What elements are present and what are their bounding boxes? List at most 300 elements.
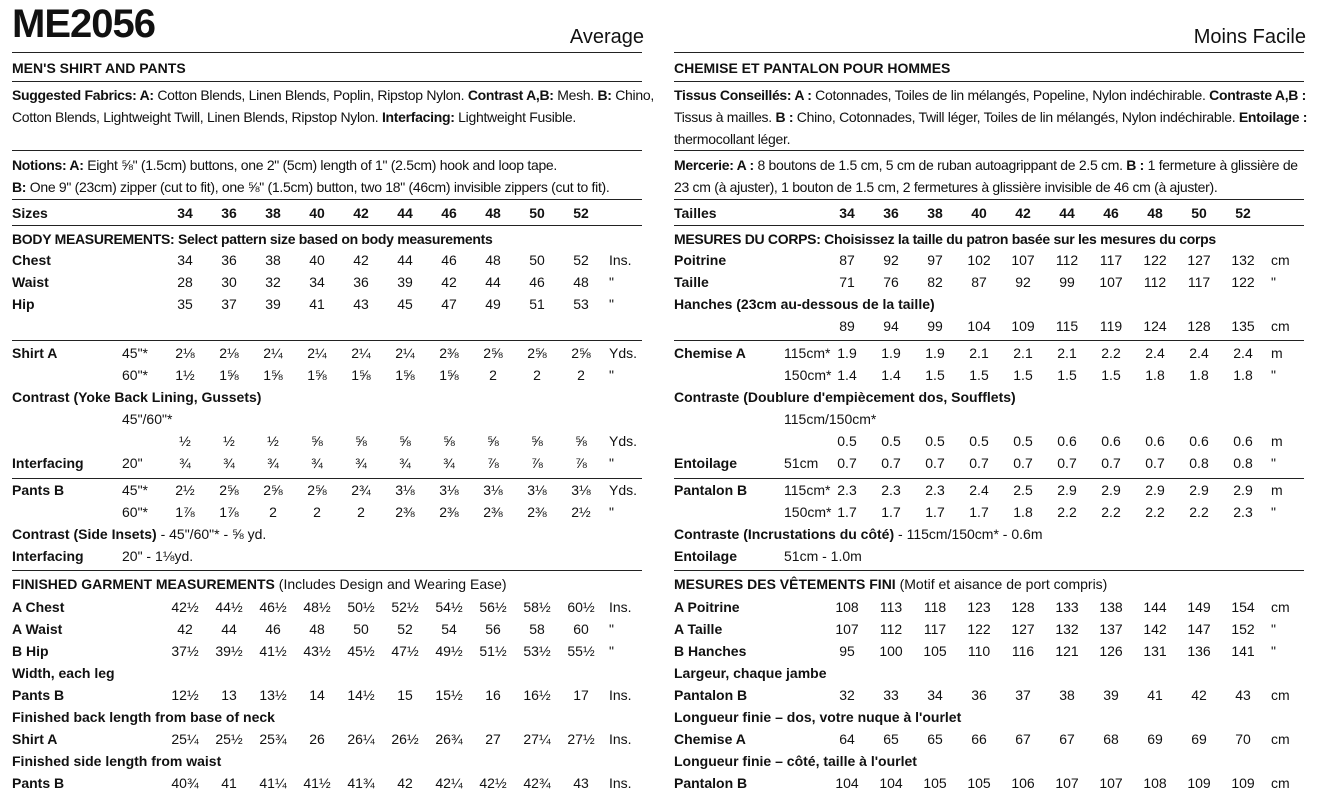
row-label: FINISHED GARMENT MEASUREMENTS [12,576,275,592]
value-cell: 42 [397,775,413,791]
unit-label: Yds. [609,345,638,361]
value-cell: 49 [485,296,501,312]
value-cell: 149 [1187,599,1211,615]
value-cell: 113 [879,599,903,615]
value-cell: 2¾ [351,482,371,498]
value-cell: 3⅛ [483,482,503,498]
unit-label: cm [1271,318,1290,334]
value-cell: 2 [313,504,321,520]
row-note: - 115cm/150cm* - 0.6m [894,526,1043,542]
row-label: Pantalon B [674,687,748,703]
value-cell: 154 [1231,599,1255,615]
section-title: CHEMISE ET PANTALON POUR HOMMES [674,60,951,76]
value-cell: 2¼ [263,345,283,361]
value-cell: 2.2 [1145,504,1165,520]
value-cell: 123 [967,599,991,615]
value-cell: 2.3 [1233,504,1253,520]
value-cell: 2⅝ [263,482,283,498]
value-cell: 110 [967,643,991,659]
value-cell: 69 [1147,731,1163,747]
unit-label: cm [1271,731,1290,747]
value-cell: 121 [1055,643,1079,659]
value-cell: 51 [529,296,545,312]
value-cell: 56 [485,621,501,637]
value-cell: 108 [835,599,859,615]
measurement-row-label [12,753,221,769]
fabrics-segment: Chino, Cotonnades, Twill léger, Toiles de lin mélangés, Nylon indéchirable. [793,109,1239,125]
value-cell: 133 [1055,599,1079,615]
unit-label: m [1271,345,1283,361]
measurement-row-label [12,296,35,312]
divider-rule [12,225,642,226]
value-cell: 41 [309,296,325,312]
value-cell: 60½ [567,599,595,615]
value-cell: 1½ [175,367,195,383]
value-cell: 44 [221,621,237,637]
value-cell: 0.5 [1013,433,1033,449]
unit-label: " [1271,455,1276,471]
row-label: B Hip [12,643,49,659]
value-cell: 43 [1235,687,1251,703]
value-cell: 13 [221,687,237,703]
value-cell: 0.7 [925,455,945,471]
value-cell: 28 [177,274,193,290]
value-cell: 2.2 [1101,345,1121,361]
row-label: Contraste (Incrustations du côté) [674,526,895,542]
value-cell: 64 [839,731,855,747]
value-cell: 53½ [523,643,551,659]
value-cell: ⅝ [575,433,587,449]
value-cell: 43½ [303,643,331,659]
value-cell: 50 [529,252,545,268]
value-cell: 16½ [523,687,551,703]
measurement-row-label [674,455,737,471]
divider-rule [674,478,1304,479]
value-cell: ¾ [311,455,323,471]
value-cell: 70 [1235,731,1251,747]
measurement-row-label [12,345,57,361]
row-label: Contrast (Yoke Back Lining, Gussets) [12,389,262,405]
value-cell: 2.9 [1057,482,1077,498]
value-cell: 0.6 [1057,433,1077,449]
fabrics-line [674,131,790,147]
divider-rule [12,199,642,200]
value-cell: 40¾ [171,775,199,791]
value-cell: 2.5 [1013,482,1033,498]
value-cell: 105 [967,775,991,791]
value-cell: ⅝ [355,433,367,449]
value-cell: 52 [573,252,589,268]
value-cell: 135 [1231,318,1255,334]
value-cell: 142 [1143,621,1167,637]
value-cell: 36 [971,687,987,703]
value-cell: 2.4 [1145,345,1165,361]
fabric-width: 45"/60"* [122,411,173,427]
value-cell: 104 [879,775,903,791]
value-cell: 45 [397,296,413,312]
value-cell: 42 [353,252,369,268]
value-cell: 32 [839,687,855,703]
row-note: (Motif et aisance de port compris) [895,576,1108,592]
measurement-row-label [12,548,194,564]
value-cell: 0.7 [881,455,901,471]
value-cell: 0.6 [1145,433,1165,449]
row-label: Pants B [12,687,65,703]
value-cell: 1.8 [1233,367,1253,383]
value-cell: 3⅛ [395,482,415,498]
measurement-row-label [674,665,827,681]
value-cell: 71 [839,274,855,290]
size-header: 34 [839,205,855,221]
value-cell: 112 [1055,252,1079,268]
value-cell: 0.7 [837,455,857,471]
value-cell: 119 [1099,318,1123,334]
value-cell: 15½ [435,687,463,703]
value-cell: 25¾ [259,731,287,747]
value-cell: 87 [971,274,987,290]
value-cell: 1.7 [925,504,945,520]
fabrics-segment: Interfacing: [381,109,455,125]
value-cell: 117 [1187,274,1211,290]
unit-label: cm [1271,252,1290,268]
value-cell: 2 [533,367,541,383]
fabric-width: 45"* [122,482,148,498]
notions-line [674,157,1298,173]
measurement-row-label [674,345,746,361]
pattern-code: ME2056 [12,2,155,46]
measurement-row-label [12,643,49,659]
sizes-label: Sizes [12,205,48,221]
value-cell: ⅞ [487,455,499,471]
unit-label: " [609,367,614,383]
unit-label: " [1271,621,1276,637]
value-cell: 40 [309,252,325,268]
row-label: A Taille [674,621,723,637]
fabrics-segment: Tissus à mailles. [674,109,776,125]
fabric-width: 20" [122,455,143,471]
value-cell: 1.9 [925,345,945,361]
value-cell: ⅝ [487,433,499,449]
value-cell: 2.3 [837,482,857,498]
value-cell: 0.7 [1145,455,1165,471]
value-cell: 122 [967,621,991,637]
value-cell: ⅝ [443,433,455,449]
value-cell: 46 [529,274,545,290]
value-cell: ⅝ [531,433,543,449]
value-cell: 152 [1231,621,1255,637]
value-cell: 1.8 [1189,367,1209,383]
row-label: Largeur, chaque jambe [674,665,827,681]
value-cell: 17 [573,687,589,703]
value-cell: 2⅜ [439,345,459,361]
fabrics-segment: Lightweight Fusible. [454,109,576,125]
value-cell: 0.5 [881,433,901,449]
value-cell: 109 [1011,318,1035,334]
row-label: Hip [12,296,35,312]
value-cell: 3⅛ [527,482,547,498]
notions-line [12,179,610,195]
difficulty-label: Average [569,26,644,48]
value-cell: 2⅜ [395,504,415,520]
row-label: Pants B [12,775,65,791]
value-cell: 112 [1143,274,1167,290]
divider-rule [12,81,642,82]
measurement-row-label [12,576,507,592]
value-cell: 25½ [215,731,243,747]
value-cell: 2⅜ [527,504,547,520]
value-cell: 2¼ [307,345,327,361]
value-cell: 128 [1187,318,1211,334]
measurement-row-label [12,526,266,542]
value-cell: 99 [927,318,943,334]
value-cell: ¾ [223,455,235,471]
fabrics-segment: Mesh. [553,87,598,103]
value-cell: 44 [485,274,501,290]
row-label: Contraste (Doublure d'empiècement dos, Soufflets) [674,389,1016,405]
value-cell: 117 [1099,252,1123,268]
row-label: Shirt A [12,345,58,361]
value-cell: 36 [353,274,369,290]
value-cell: 16 [485,687,501,703]
value-cell: 2 [577,367,585,383]
row-label: Chest [12,252,51,268]
value-cell: 42½ [171,599,199,615]
value-cell: 132 [1231,252,1255,268]
value-cell: 2.2 [1057,504,1077,520]
value-cell: 54½ [435,599,463,615]
value-cell: 43 [573,775,589,791]
measurement-row-label [674,296,935,312]
measurement-row-label [674,274,709,290]
value-cell: 68 [1103,731,1119,747]
fabrics-line [674,87,1306,103]
row-label: Interfacing [12,548,84,564]
divider-rule [674,52,1304,53]
value-cell: 2.2 [1189,504,1209,520]
value-cell: 53 [573,296,589,312]
value-cell: 1.5 [925,367,945,383]
fabrics-segment: Tissus Conseillés: A : [674,87,812,103]
value-cell: 107 [1055,775,1079,791]
value-cell: 3⅛ [439,482,459,498]
measurement-row-label [12,621,62,637]
measurement-row-label [12,599,64,615]
value-cell: 50 [353,621,369,637]
value-cell: ⅞ [575,455,587,471]
unit-label: Ins. [609,687,632,703]
value-cell: 2⅜ [439,504,459,520]
fabric-width: 115cm* [784,345,831,361]
unit-label: m [1271,482,1283,498]
row-label: A Poitrine [674,599,740,615]
value-cell: 43 [353,296,369,312]
value-cell: 41½ [303,775,331,791]
value-cell: 144 [1143,599,1167,615]
row-label: Hanches (23cm au-dessous de la taille) [674,296,935,312]
value-cell: 44 [397,252,413,268]
fabric-width: 45"* [122,345,148,361]
value-cell: 1⅞ [219,504,239,520]
divider-rule [674,570,1304,571]
value-cell: 116 [1011,643,1035,659]
row-label: Interfacing [12,455,84,471]
divider-rule [674,150,1304,151]
measurement-row-label [674,576,1107,592]
value-cell: 95 [839,643,855,659]
size-header: 50 [529,205,545,221]
value-cell: 2.9 [1145,482,1165,498]
value-cell: 115 [1055,318,1079,334]
fabrics-segment: Suggested Fabrics: A: [12,87,154,103]
value-cell: 94 [883,318,899,334]
divider-rule [674,199,1304,200]
value-cell: 106 [1011,775,1035,791]
value-cell: 42 [1191,687,1207,703]
size-header: 46 [441,205,457,221]
value-cell: 35 [177,296,193,312]
measurement-row-label [674,709,961,725]
value-cell: 117 [923,621,947,637]
unit-label: " [609,455,614,471]
divider-rule [12,340,642,341]
value-cell: 1.5 [1057,367,1077,383]
value-cell: 48 [485,252,501,268]
value-cell: 27¼ [523,731,551,747]
size-header: 48 [485,205,501,221]
value-cell: ¾ [267,455,279,471]
size-header: 38 [927,205,943,221]
value-cell: 39 [397,274,413,290]
value-cell: 104 [967,318,991,334]
row-label: Finished side length from waist [12,753,222,769]
value-cell: 14½ [347,687,375,703]
fabrics-segment: B : [775,109,794,125]
value-cell: 27½ [567,731,595,747]
value-cell: ⅝ [311,433,323,449]
size-header: 34 [177,205,193,221]
unit-label: Ins. [609,252,632,268]
value-cell: 136 [1187,643,1211,659]
measurement-row-label [674,621,722,637]
value-cell: 42¾ [523,775,551,791]
unit-label: cm [1271,687,1290,703]
value-cell: 37 [221,296,237,312]
value-cell: 2⅝ [483,345,503,361]
fabrics-segment: Contraste A,B : [1209,87,1307,103]
size-header: 40 [971,205,987,221]
unit-label: " [1271,643,1276,659]
value-cell: 58½ [523,599,551,615]
notions-segment: Mercerie: A : [674,157,754,173]
measurement-row-label [12,709,275,725]
value-cell: 109 [1187,775,1211,791]
divider-rule [12,52,642,53]
value-cell: 49½ [435,643,463,659]
value-cell: 41¾ [347,775,375,791]
section-title: MEN'S SHIRT AND PANTS [12,60,186,76]
value-cell: 2¼ [395,345,415,361]
value-cell: 0.7 [1101,455,1121,471]
fabric-width: 51cm [784,455,819,471]
row-label: Poitrine [674,252,727,268]
row-label: Longueur finie – côté, taille à l'ourlet [674,753,917,769]
value-cell: 46½ [259,599,287,615]
measurement-row-label [674,599,740,615]
value-cell: 118 [923,599,947,615]
value-cell: 1.9 [837,345,857,361]
size-header: 36 [221,205,237,221]
value-cell: 58 [529,621,545,637]
fabrics-segment: thermocollant léger. [674,131,791,147]
unit-label: " [609,643,614,659]
fabric-width: 150cm* [784,367,832,383]
size-header: 50 [1191,205,1207,221]
value-cell: 2⅛ [219,345,239,361]
value-cell: 2.1 [969,345,989,361]
value-cell: 38 [1059,687,1075,703]
notions-segment: 1 fermeture à glissière de [1144,157,1298,173]
value-cell: 1⅝ [307,367,327,383]
value-cell: 0.8 [1189,455,1209,471]
size-header: 48 [1147,205,1163,221]
value-cell: 82 [927,274,943,290]
value-cell: ¾ [443,455,455,471]
measurement-row-label [674,548,862,564]
value-cell: 76 [883,274,899,290]
measurement-row-label [12,274,49,290]
unit-label: Ins. [609,775,632,791]
value-cell: 42 [177,621,193,637]
value-cell: 131 [1143,643,1167,659]
value-cell: 1⅝ [263,367,283,383]
row-label: B Hanches [674,643,747,659]
row-note: 20" - 1⅛yd. [122,548,194,564]
fabrics-segment: Contrast A,B: [467,87,554,103]
fabrics-line [12,109,576,125]
value-cell: 42¼ [435,775,463,791]
unit-label: " [609,274,614,290]
measurement-row-label [12,665,115,681]
value-cell: 104 [835,775,859,791]
value-cell: 2.2 [1101,504,1121,520]
value-cell: 2⅛ [175,345,195,361]
value-cell: 0.5 [837,433,857,449]
value-cell: 39 [265,296,281,312]
fabric-width: 115cm/150cm* [784,411,877,427]
unit-label: " [1271,504,1276,520]
value-cell: 47½ [391,643,419,659]
value-cell: 141 [1231,643,1255,659]
value-cell: ⅝ [399,433,411,449]
value-cell: 52 [397,621,413,637]
value-cell: 122 [1143,252,1167,268]
value-cell: 112 [879,621,903,637]
row-label: Pants B [12,482,65,498]
unit-label: " [1271,274,1276,290]
row-label: A Waist [12,621,63,637]
difficulty-label: Moins Facile [1193,26,1306,48]
value-cell: 2¼ [351,345,371,361]
value-cell: 1.8 [1145,367,1165,383]
measurement-row-label [12,775,64,791]
row-label: Entoilage [674,548,738,564]
value-cell: 52½ [391,599,419,615]
value-cell: 102 [967,252,991,268]
measurement-row-label [12,252,51,268]
value-cell: 1⅝ [219,367,239,383]
measurement-row-label [12,455,84,471]
value-cell: 2⅝ [219,482,239,498]
